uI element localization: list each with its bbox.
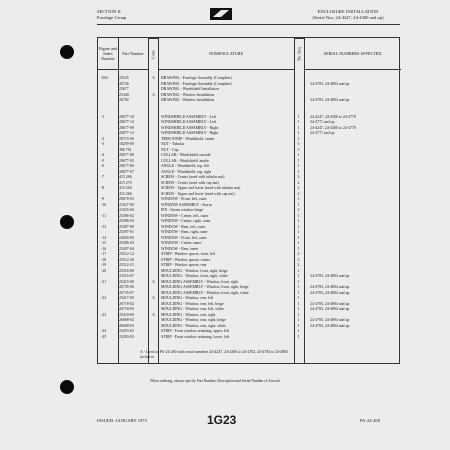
nomenclature: WINDOW - Front, left, outer xyxy=(161,235,207,240)
part-number: 25418-00 xyxy=(119,312,134,317)
serial-affected: 24-4247, 24-4300 to 24-4770 xyxy=(310,125,356,130)
part-number: 415 264 xyxy=(119,186,132,190)
nomenclature: STRIP - Window spacer, center xyxy=(161,257,211,262)
quantity: 1 xyxy=(297,329,300,333)
nomenclature: WINDOW - Center, right, outer xyxy=(161,219,211,223)
nomenclature: MOULDING - Window, rear, right xyxy=(161,312,216,317)
fig-number: -11 xyxy=(101,213,107,218)
quantity: 1 xyxy=(297,164,300,168)
nomenclature: WINDSHIELD ASSEMBLY - Right xyxy=(161,131,219,135)
serial-affected: 24-4783, 24-4804 and up xyxy=(310,290,350,295)
part-number: 23525 xyxy=(119,76,129,80)
nomenclature: MOULDING ASSEMBLY - Window, front, right, white xyxy=(161,290,249,295)
part-number: 415 266 xyxy=(119,175,132,179)
col-header-req: No. Req xyxy=(294,38,304,70)
header-right xyxy=(298,9,398,20)
quantity: 2 xyxy=(297,186,300,190)
part-number: 18259-00 xyxy=(119,142,134,146)
serial-affected: 24-4783, 24-4804 and up xyxy=(310,98,350,102)
fig-number: -9 xyxy=(101,197,105,201)
fig-number: -20 xyxy=(101,268,107,273)
part-number: 26668-03 xyxy=(119,323,134,328)
col-header-fig: Figure and Index Number xyxy=(98,38,118,70)
quantity: 1 xyxy=(297,279,300,284)
nomenclature: MOULDING - Window, rear, left xyxy=(161,296,214,300)
fig-number: -5 xyxy=(101,158,105,163)
parts-table xyxy=(97,37,400,364)
part-number: 23293-02 xyxy=(119,329,134,333)
quantity: 1 xyxy=(297,241,300,245)
part-number: 23316-07 xyxy=(119,274,134,278)
fig-number: -22 xyxy=(101,296,107,300)
part-number: 25496-02 xyxy=(119,213,134,218)
nomenclature: WINDOW - Rear, left, outer xyxy=(161,224,206,229)
quantity: 1 xyxy=(297,136,300,141)
col-header-serial: SERIAL NUMBERS AFFECTED xyxy=(304,38,401,70)
fig-number: -24 xyxy=(101,329,107,333)
nomenclature: DRAWING - Fuselage Assembly (Complete) xyxy=(161,76,232,80)
quantity: 1 xyxy=(297,158,300,163)
quantity: 1 xyxy=(297,153,300,157)
issue-date: ISSUED: JANUARY 1973 xyxy=(97,418,147,423)
table-row xyxy=(98,335,401,341)
part-number: 26718-03 xyxy=(119,307,134,311)
nomenclature: WINDSHIELD ASSEMBLY - Right xyxy=(161,125,219,130)
code: A xyxy=(152,312,155,317)
part-number: 24020-00 xyxy=(119,235,134,240)
nomenclature: STRIP - Front window retaining, lower, left xyxy=(161,334,230,339)
quantity: 1 xyxy=(297,285,300,289)
serial-affected: 24-4783, 24-4804 and up xyxy=(310,318,350,322)
nomenclature: MOULDING ASSEMBLY - Window, front, right xyxy=(161,279,239,284)
fig-number: -3 xyxy=(101,142,105,146)
fig-number: -17 xyxy=(101,252,107,256)
nomenclature: WINDOW - Rear, right, outer xyxy=(161,230,208,234)
serial-range: (Serial Nos. 24-4247, 24-4300 and up) xyxy=(312,14,384,20)
nomenclature: COLLAR - Windshield, outside xyxy=(161,153,211,157)
quantity: 3 xyxy=(297,175,300,179)
part-number: 25440 xyxy=(119,92,129,97)
nomenclature: WINDOW - Center, inner xyxy=(161,241,202,245)
quantity: 5 xyxy=(297,142,300,146)
fig-number: -1 xyxy=(101,114,105,119)
fig-number: -19 xyxy=(101,263,107,267)
piper-logo xyxy=(210,8,232,20)
ordering-footnote: When ordering, always specify Part Number, Description and Serial Number of Aircraft xyxy=(150,379,280,383)
nomenclature: SCREW - Center (used with cap nut) xyxy=(161,180,219,185)
serial-affected: 24-4783, 24-4804 and up xyxy=(310,285,350,289)
part-number: 26735-07 xyxy=(119,290,134,295)
quantity: 1 xyxy=(297,120,300,124)
nomenclature: WINDSHIELD ASSEMBLY - Left xyxy=(161,114,217,119)
quantity: 2 xyxy=(297,191,300,196)
nomenclature: MOULDING - Window, rear, right, white xyxy=(161,323,227,328)
quantity: 1 xyxy=(297,235,300,240)
page-number: 1G23 xyxy=(207,413,237,427)
code-note: A - Used on PA-24-260 with serial numbers 24-4247, 24-4300 to 24-4782, 24-4784 to 24-4803 inclusive. xyxy=(140,350,288,359)
code: A xyxy=(152,92,155,97)
quantity: 1 xyxy=(297,312,300,317)
serial-affected: 24-4783, 24-4804 and up xyxy=(310,307,350,311)
part-number: 415 266 xyxy=(119,191,132,196)
quantity: 1 xyxy=(297,125,300,130)
fig-number: -21 xyxy=(101,279,107,284)
binder-hole xyxy=(60,45,74,59)
fig-number: -6 xyxy=(101,164,105,168)
quantity: 2 xyxy=(297,263,300,267)
part-number: 23293-03 xyxy=(119,334,134,339)
quantity: 1 xyxy=(297,197,300,201)
part-number: 25512-20 xyxy=(119,257,134,262)
part-number: 406 701 xyxy=(119,147,132,152)
header-left xyxy=(97,9,126,20)
quantity: 1 xyxy=(297,230,300,234)
quantity: 2 xyxy=(297,252,300,256)
col-header-nomenclature: NOMENCLATURE xyxy=(158,38,294,70)
serial-affected: 24-4783, 24-4804 and up xyxy=(310,274,350,278)
part-number: 20677-13 xyxy=(119,131,134,135)
part-number: 25497-00 xyxy=(119,224,134,229)
fig-number: -15 xyxy=(101,241,107,245)
part-number: 25677 xyxy=(119,87,129,91)
quantity: 1 xyxy=(297,274,300,278)
nomenclature: SCREW - Upper and lower (used with cap nut) xyxy=(161,191,235,196)
nomenclature: NUT - Cap xyxy=(161,147,179,152)
model-number: PA-24-260 xyxy=(360,418,380,423)
part-number: 23316-00 xyxy=(119,268,134,273)
serial-affected: 24-4247, 24-4300 to 24-4770 xyxy=(310,114,356,119)
quantity: 1 xyxy=(297,296,300,300)
nomenclature: ANGLE - Windshield, top, right xyxy=(161,169,212,174)
quantity: 1 xyxy=(297,301,300,306)
code: A xyxy=(152,296,155,300)
serial-affected: 24-4783, 24-4804 and up xyxy=(310,81,350,86)
part-number: 20677-06 xyxy=(119,164,134,168)
nomenclature: DRAWING - Windshield Installation xyxy=(161,87,219,91)
nomenclature: PIN - Storm window hinge xyxy=(161,208,204,212)
quantity: 2 xyxy=(297,180,300,185)
binder-hole xyxy=(60,215,74,229)
part-number: 25415-00 xyxy=(119,279,134,284)
part-number: 20677-14 xyxy=(119,120,134,124)
nomenclature: STRIP - Window spacer, front, left xyxy=(161,252,216,256)
nomenclature: MOULDING ASSEMBLY - Window, front, right, beige xyxy=(161,285,249,289)
section-label: SECTION II xyxy=(97,9,121,14)
quantity: 1 xyxy=(297,202,300,207)
quantity: 1 xyxy=(297,131,300,135)
nomenclature: STRIP - Front window retaining, upper, left xyxy=(161,329,230,333)
nomenclature: STRIP - Window spacer, rear xyxy=(161,263,207,267)
quantity: 2 xyxy=(297,257,300,262)
col-header-part: Part Number xyxy=(118,38,148,70)
quantity: 1 xyxy=(297,219,300,223)
part-number: 20677-05 xyxy=(119,158,134,163)
serial-affected: 24-4771 and up xyxy=(310,131,335,135)
nomenclature: WINDOW ASSEMBLY - Storm xyxy=(161,202,212,207)
nomenclature: WINDOW - Rear, inner xyxy=(161,246,199,251)
part-number: 20715-00 xyxy=(119,136,134,141)
fig-number: -16 xyxy=(101,246,107,251)
part-number: 25497-04 xyxy=(119,246,134,251)
nomenclature: MOULDING - Window, rear, left, beige xyxy=(161,301,224,306)
part-number: 20678-03 xyxy=(119,197,134,201)
code: A xyxy=(152,76,155,80)
nomenclature: WINDSHIELD ASSEMBLY - Left xyxy=(161,120,217,124)
part-number: 20677-08 xyxy=(119,153,134,157)
table-body xyxy=(98,76,401,340)
quantity: 1 xyxy=(297,224,300,229)
nomenclature: WINDOW - Center, left, outer xyxy=(161,213,209,218)
quantity: 1 xyxy=(297,246,300,251)
nomenclature: MOULDING - Window, rear, right, beige xyxy=(161,318,226,322)
quantity: 1 xyxy=(297,213,300,218)
serial-affected: 24-4783, 24-4804 and up xyxy=(310,301,350,306)
fig-number: -14 xyxy=(101,235,107,240)
part-number: 26735-06 xyxy=(119,285,134,289)
part-number: 25512-12 xyxy=(119,252,134,256)
part-number: 20677-10 xyxy=(119,114,134,119)
code: A xyxy=(152,279,155,284)
part-number: 25417-00 xyxy=(119,296,134,300)
group-label: Fuselage Group xyxy=(97,14,127,20)
nomenclature: NUT - Tubular xyxy=(161,142,185,146)
part-number: 25512-21 xyxy=(119,263,134,267)
binder-hole xyxy=(60,380,74,394)
col-header-code: Code xyxy=(148,38,158,70)
part-number: 25496-03 xyxy=(119,219,134,223)
serial-affected: 24-4783, 24-4804 and up xyxy=(310,323,350,328)
fig-number: -8 xyxy=(101,186,105,190)
part-number: 26718-02 xyxy=(119,301,134,306)
nomenclature: MOULDING - Window, front, right, white xyxy=(161,274,228,278)
nomenclature: DRAWING - Window Installation xyxy=(161,92,215,97)
part-number: 20677-07 xyxy=(119,169,134,174)
nomenclature: COLLAR - Windshield, inside xyxy=(161,158,209,163)
header-rule xyxy=(97,24,400,25)
quantity: 1 xyxy=(297,334,300,339)
fig-number: -10 xyxy=(101,202,107,207)
nomenclature: ANGLE - Windshield, top, left xyxy=(161,164,210,168)
fig-number: -13 xyxy=(101,224,107,229)
quantity: 2 xyxy=(297,208,300,212)
nomenclature: WINDOW - Front, left, outer xyxy=(161,197,207,201)
nomenclature: SCREW - Center (used with tubular nut) xyxy=(161,175,225,179)
fig-number: 10A- xyxy=(101,76,109,80)
fig-number: -7 xyxy=(101,175,105,179)
fig-number: -18 xyxy=(101,257,107,262)
quantity: 5 xyxy=(297,147,300,152)
fig-number: -2 xyxy=(101,136,105,141)
part-number: 26668-02 xyxy=(119,318,134,322)
part-number: 26782 xyxy=(119,98,129,102)
page-title: ENCLOSURE INSTALLATION xyxy=(317,9,379,14)
nomenclature: DRAWING - Window Installation xyxy=(161,98,215,102)
part-number: 21027-00 xyxy=(119,202,134,207)
part-number: 26726 xyxy=(119,81,129,86)
nomenclature: TRIM STRIP - Windshield, center xyxy=(161,136,215,141)
quantity: 1 xyxy=(297,323,300,328)
serial-affected: 24-4771 and up xyxy=(310,120,335,124)
fig-number: -4 xyxy=(101,153,105,157)
quantity: 1 xyxy=(297,318,300,322)
quantity: 1 xyxy=(297,169,300,174)
part-number: 25497-01 xyxy=(119,230,134,234)
part-number: 25496-04 xyxy=(119,241,134,245)
fig-number: -23 xyxy=(101,312,107,317)
fig-number: -25 xyxy=(101,334,107,339)
nomenclature: SCREW - Upper and lower (used with tubular nut) xyxy=(161,186,241,190)
part-number: 20677-09 xyxy=(119,125,134,130)
quantity: 1 xyxy=(297,114,300,119)
part-number: 21025-04 xyxy=(119,208,134,212)
quantity: 1 xyxy=(297,290,300,295)
part-number: 415 270 xyxy=(119,180,132,185)
quantity: 1 xyxy=(297,268,300,273)
nomenclature: MOULDING - Window, front, right, beige xyxy=(161,268,228,273)
nomenclature: DRAWING - Fuselage Assembly (Complete) xyxy=(161,81,232,86)
nomenclature: MOULDING - Window, rear, left, white xyxy=(161,307,224,311)
quantity: 1 xyxy=(297,307,300,311)
